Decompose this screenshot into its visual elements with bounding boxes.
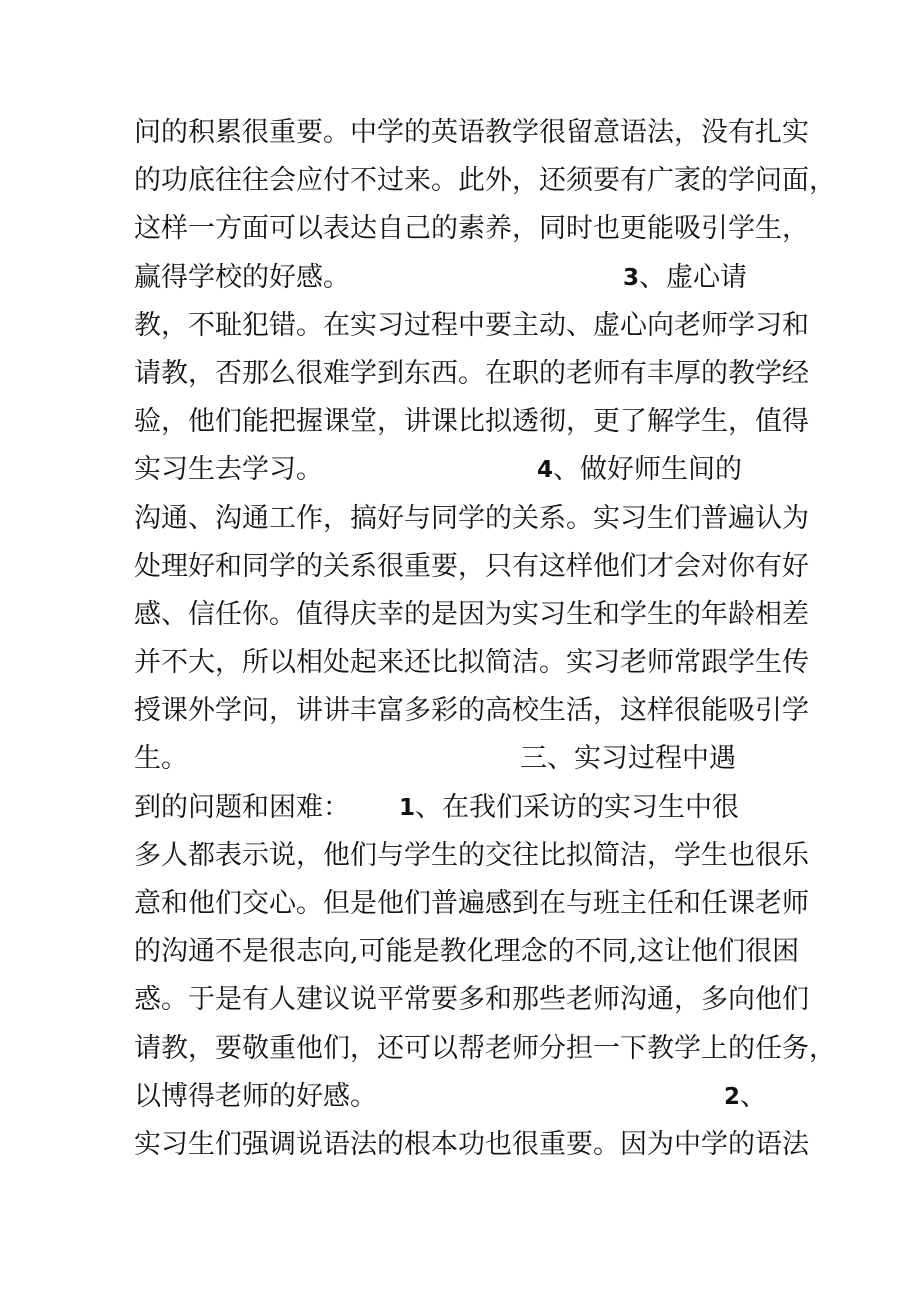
text-segment: 、做好师生间的 [553, 454, 742, 486]
text-segment: 授课外学问，讲讲丰富多彩的高校生活，这样很能吸引学 [134, 695, 809, 727]
text-segment: 验，他们能把握课堂，讲课比拟透彻，更了解学生，值得 [134, 406, 809, 438]
text-line [134, 832, 814, 880]
text-line [134, 784, 814, 832]
text-segment: 沟通、沟通工作，搞好与同学的关系。实习生们普遍认为 [134, 502, 809, 534]
text-line [134, 157, 836, 205]
list-number: 4 [537, 457, 554, 484]
text-segment: 、在我们采访的实习生中很 [415, 791, 739, 823]
text-line [134, 735, 814, 783]
text-line [134, 446, 814, 494]
text-line [134, 1025, 836, 1073]
text-segment: 、 [740, 1080, 767, 1112]
text-segment: 、虚心请 [639, 261, 747, 293]
body-text [134, 109, 836, 1169]
text-segment: 赢得学校的好感。 [134, 261, 350, 293]
list-number: 3 [623, 264, 640, 291]
text-line [134, 591, 814, 639]
text-segment: 这样一方面可以表达自己的素养，同时也更能吸引学生， [134, 213, 809, 245]
text-line [134, 398, 814, 446]
text-line [134, 928, 814, 976]
text-line [134, 639, 814, 687]
text-segment: 到的问题和困难： [134, 791, 350, 823]
text-line [134, 495, 814, 543]
text-segment: 意和他们交心。但是他们普遍感到在与班主任和任课老师 [134, 888, 809, 919]
text-line [134, 254, 814, 302]
text-line [134, 1073, 814, 1121]
text-segment: 多人都表示说，他们与学生的交往比拟简洁，学生也很乐 [134, 839, 809, 871]
text-segment: 并不大，所以相处起来还比拟简洁。实习老师常跟学生传 [134, 647, 809, 679]
text-segment: 生。 [134, 743, 188, 775]
text-segment: 请教，否那么很难学到东西。在职的老师有丰厚的教学经 [134, 357, 809, 389]
text-line [134, 687, 814, 735]
text-segment: 教，不耻犯错。在实习过程中要主动、虚心向老师学习和 [134, 309, 809, 341]
text-line [134, 543, 814, 591]
text-line [134, 302, 814, 350]
text-segment: 感、信任你。值得庆幸的是因为实习生和学生的年龄相差 [134, 598, 809, 630]
text-segment: 三、实习过程中遇 [520, 743, 736, 775]
text-line [134, 205, 814, 253]
text-segment: 处理好和同学的关系很重要，只有这样他们才会对你有好 [134, 550, 809, 582]
text-line [134, 880, 814, 928]
text-segment: 问的积累很重要。中学的英语教学很留意语法，没有扎实 [134, 117, 809, 148]
text-segment: 实习生去学习。 [134, 454, 323, 486]
text-segment: 实习生们强调说语法的根本功也很重要。因为中学的语法 [134, 1128, 809, 1160]
text-segment: 以博得老师的好感。 [134, 1080, 377, 1112]
text-line [134, 350, 814, 398]
text-segment: 的沟通不是很志向,可能是教化理念的不同,这让他们很困 [134, 936, 800, 968]
list-number: 1 [399, 794, 416, 821]
text-segment: 惑。于是有人建议说平常要多和那些老师沟通，多向他们 [134, 984, 809, 1016]
text-segment: 请教，要敬重他们，还可以帮老师分担一下教学上的任务， [134, 1032, 836, 1064]
text-line [134, 109, 814, 157]
list-number: 2 [724, 1083, 741, 1110]
text-segment: 的功底往往会应付不过来。此外，还须要有广袤的学问面， [134, 165, 836, 197]
text-line [134, 1121, 814, 1169]
text-line [134, 976, 814, 1024]
